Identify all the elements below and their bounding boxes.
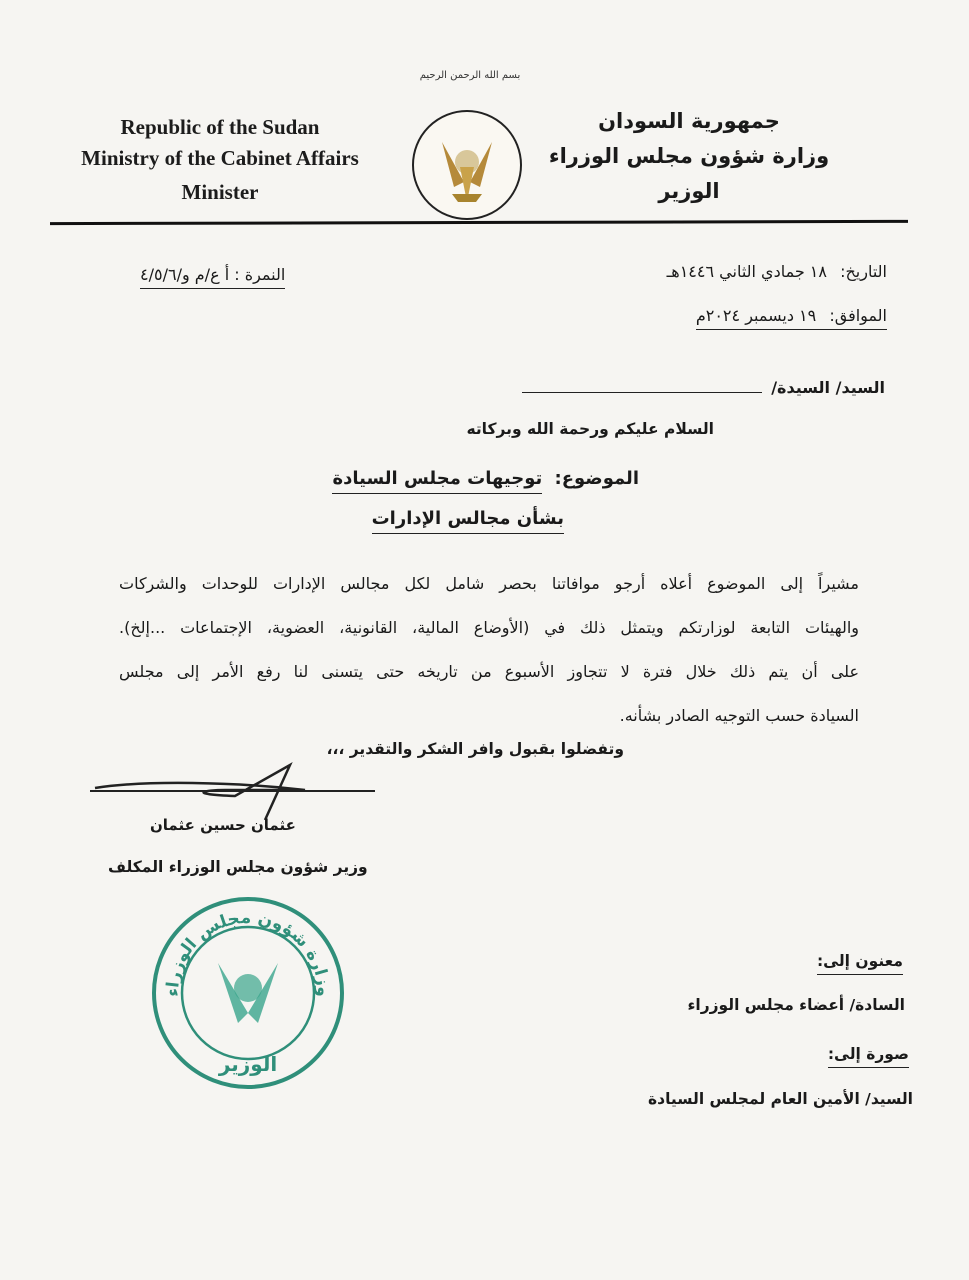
date-gregorian bbox=[696, 306, 887, 330]
basmala: بسم الله الرحمن الرحيم bbox=[419, 70, 521, 81]
sudan-emblem-icon bbox=[412, 110, 522, 220]
ref-value: أ ع/م و/٤/٥/٦ bbox=[140, 265, 230, 284]
to-value: السادة/ أعضاء مجلس الوزراء bbox=[687, 996, 905, 1014]
signatory-name: عثمان حسين عثمان bbox=[150, 816, 296, 834]
svg-text:وزارة شؤون مجلس الوزراء: وزارة شؤون مجلس الوزراء bbox=[162, 907, 334, 997]
to-label: معنون إلى: bbox=[817, 952, 903, 975]
date-label: التاريخ: bbox=[840, 262, 887, 281]
official-stamp-icon bbox=[148, 893, 348, 1093]
body-line: السيادة حسب التوجيه الصادر بشأنه. bbox=[619, 706, 859, 725]
subject-label: الموضوع: bbox=[554, 468, 639, 489]
ref-label: النمرة : bbox=[234, 265, 286, 284]
header-ar-ministry: وزارة شؤون مجلس الوزراء bbox=[548, 144, 830, 168]
date-greg-label: الموافق: bbox=[829, 306, 887, 325]
body-line: مشيراً إلى الموضوع أعلاه أرجو موافاتنا بحصر شامل لكل مجالس الإدارات للوحدات والشركات bbox=[119, 574, 859, 593]
subject-line1: توجيهات مجلس السيادة bbox=[332, 468, 542, 494]
closing: وتفضلوا بقبول وافر الشكر والتقدير ،،، bbox=[326, 740, 624, 758]
date-hijri bbox=[667, 262, 887, 281]
signatory-title: وزير شؤون مجلس الوزراء المكلف bbox=[108, 858, 368, 876]
cc-value: السيد/ الأمين العام لمجلس السيادة bbox=[648, 1090, 913, 1108]
svg-text:الوزير: الوزير bbox=[218, 1052, 278, 1076]
greeting: السلام عليكم ورحمة الله وبركاته bbox=[466, 420, 714, 438]
header-en-minister: Minister bbox=[181, 180, 259, 204]
recipient bbox=[522, 378, 885, 397]
header-divider bbox=[50, 220, 908, 225]
cc-label: صورة إلى: bbox=[828, 1045, 909, 1068]
subject bbox=[332, 468, 639, 489]
subject-line2: بشأن مجالس الإدارات bbox=[372, 508, 564, 534]
body-line: والهيئات التابعة لوزارتكم ويتمثل ذلك في (الأوضاع المالية، القانونية، العضوية، الإجتماعات ...إلخ). bbox=[119, 618, 859, 637]
header-en-ministry: Ministry of the Cabinet Affairs bbox=[81, 146, 359, 170]
header-ar-country: جمهورية السودان bbox=[598, 109, 780, 133]
date-greg-value: ١٩ ديسمبر ٢٠٢٤م bbox=[695, 306, 817, 325]
recipient-blank bbox=[522, 392, 762, 393]
date-hijri-value: ١٨ جمادي الثاني ١٤٤٦هـ bbox=[666, 262, 827, 281]
letter-body bbox=[119, 562, 859, 738]
header-ar-minister: الوزير bbox=[658, 179, 720, 203]
body-line: على أن يتم ذلك خلال فترة لا تتجاوز الأسبوع من تاريخه حتى يتسنى لنا رفع الأمر إلى مجلس bbox=[119, 662, 859, 681]
recipient-label: السيد/ السيدة/ bbox=[771, 378, 885, 397]
header-en-country: Republic of the Sudan bbox=[120, 115, 320, 139]
reference-number bbox=[140, 265, 285, 289]
signature-line bbox=[90, 790, 375, 792]
